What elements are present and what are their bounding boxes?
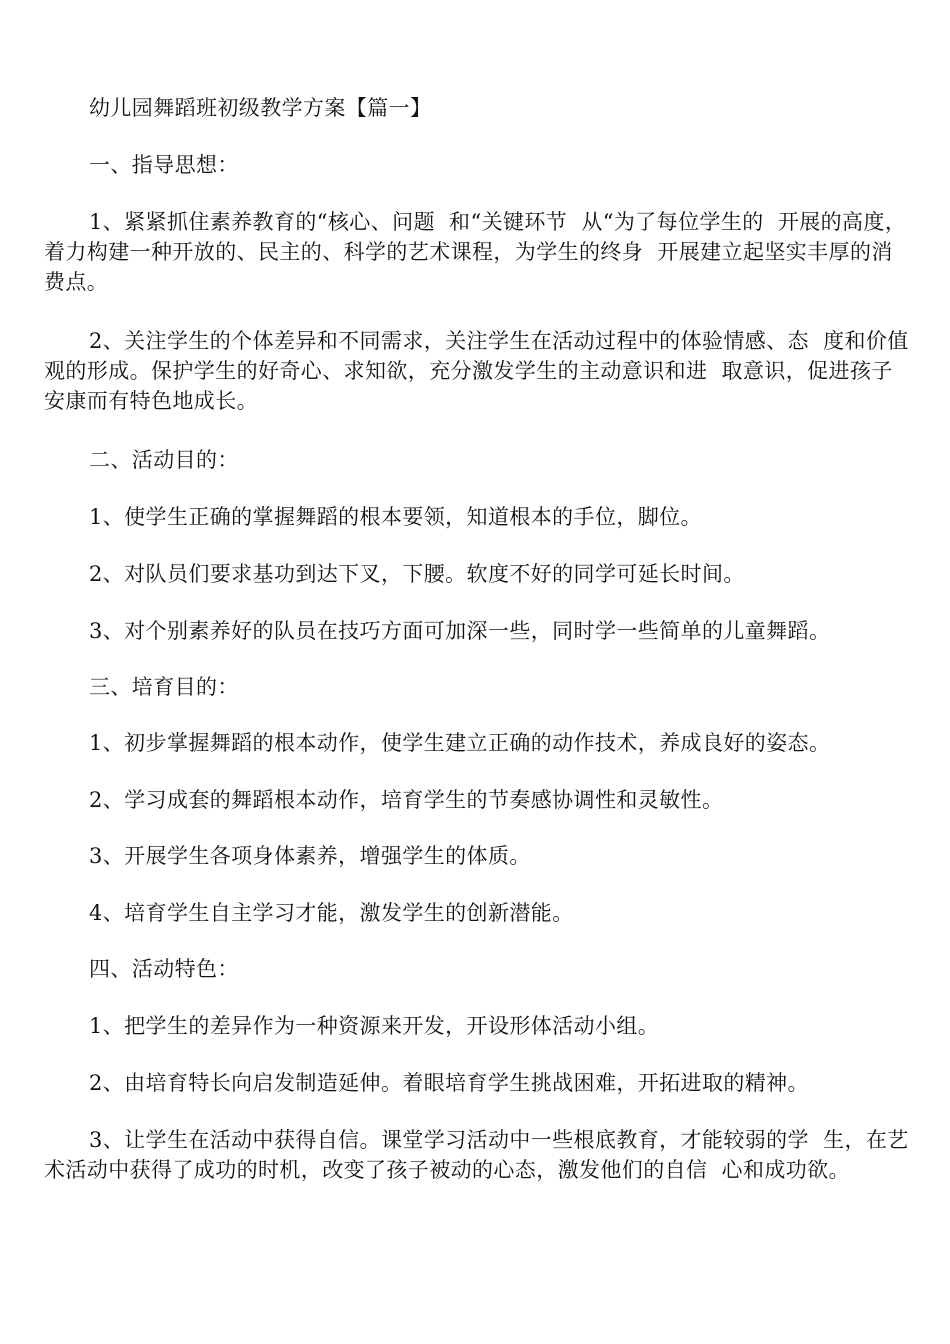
paragraph-goal-3: 3、对个别素养好的队员在技巧方面可加深一些，同时学一些简单的儿童舞蹈。 bbox=[89, 619, 831, 643]
paragraph-training-1: 1、初步掌握舞蹈的根本动作，使学生建立正确的动作技术，养成良好的姿态。 bbox=[89, 731, 831, 755]
paragraph-goal-1: 1、使学生正确的掌握舞蹈的根本要领，知道根本的手位，脚位。 bbox=[89, 505, 702, 529]
paragraph-guiding-2: 2、关注学生的个体差异和不同需求，关注学生在活动过程中的体验情感、态 度和价值观的形成。保护学生的好奇心、求知欲，充分激发学生的主动意识和进 取意识，促进孩子安康而有特色地成长。 bbox=[44, 329, 909, 413]
section-heading-activity-goals: 二、活动目的： bbox=[89, 448, 239, 472]
paragraph-feature-1: 1、把学生的差异作为一种资源来开发，开设形体活动小组。 bbox=[89, 1014, 660, 1038]
paragraph-training-4: 4、培育学生自主学习才能，激发学生的创新潜能。 bbox=[89, 901, 574, 925]
paragraph-guiding-1: 1、紧紧抓住素养教育的“核心、问题 和“关键环节 从“为了每位学生的 开展的高度，着力构建一种开放的、民主的、科学的艺术课程，为学生的终身 开展建立起坚实丰厚的消费点。 bbox=[44, 210, 907, 294]
paragraph-training-3: 3、开展学生各项身体素养，增强学生的体质。 bbox=[89, 844, 531, 868]
section-heading-features: 四、活动特色： bbox=[89, 957, 239, 981]
document-title: 幼儿园舞蹈班初级教学方案【篇一】 bbox=[89, 96, 432, 120]
paragraph-feature-3: 3、让学生在活动中获得自信。课堂学习活动中一些根底教育，才能较弱的学 生，在艺术活动中获得了成功的时机，改变了孩子被动的心态，激发他们的自信 心和成功欲。 bbox=[44, 1128, 909, 1182]
section-heading-training-goals: 三、培育目的： bbox=[89, 675, 239, 699]
paragraph-goal-2: 2、对队员们要求基功到达下叉，下腰。软度不好的同学可延长时间。 bbox=[89, 562, 745, 586]
section-heading-guiding-thought: 一、指导思想： bbox=[89, 153, 239, 177]
paragraph-training-2: 2、学习成套的舞蹈根本动作，培育学生的节奏感协调性和灵敏性。 bbox=[89, 788, 724, 812]
paragraph-feature-2: 2、由培育特长向启发制造延伸。着眼培育学生挑战困难，开拓进取的精神。 bbox=[89, 1071, 809, 1095]
